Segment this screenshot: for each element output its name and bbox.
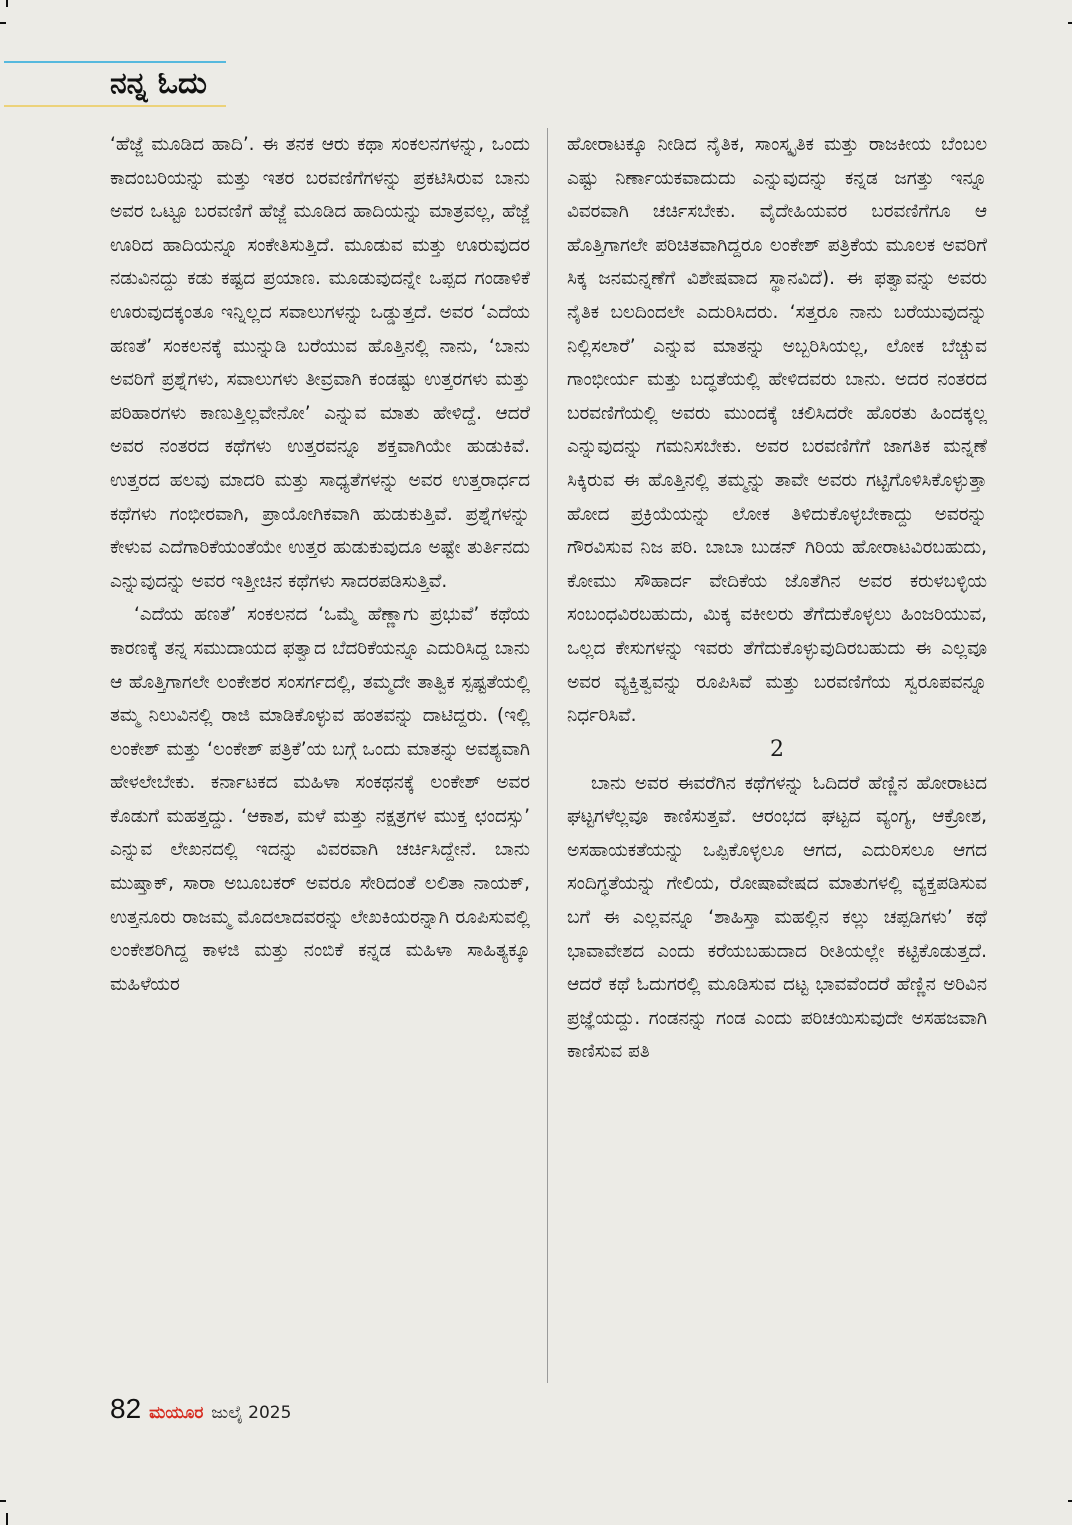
body-paragraph: ‘ಹೆಜ್ಜೆ ಮೂಡಿದ ಹಾದಿ’. ಈ ತನಕ ಆರು ಕಥಾ ಸಂಕಲನಗಳನ್ನು, ಒಂದು ಕಾದಂಬರಿಯನ್ನು ಮತ್ತು ಇತರ ಬರವಣಿಗೆಗಳನ್ನು ಪ್ರಕಟಿಸಿರುವ ಬಾನು ಅವರ ಒಟ್ಟೂ ಬರವಣಿಗೆ ಹೆಜ್ಜೆ ಮೂಡಿದ ಹಾದಿಯನ್ನು ಮಾತ್ರವಲ್ಲ, ಹೆಜ್ಜೆ ಊರಿದ ಹಾದಿಯನ್ನೂ ಸಂಕೇತಿಸುತ್ತಿದೆ. ಮೂಡುವ ಮತ್ತು ಊರುವುದರ ನಡುವಿನದ್ದು ಕಡು ಕಷ್ಟದ ಪ್ರಯಾಣ. ಮೂಡುವುದನ್ನೇ ಒಪ್ಪದ ಗಂಡಾಳಿಕೆ ಊರುವುದಕ್ಕಂತೂ ಇನ್ನಿಲ್ಲದ ಸವಾಲುಗಳನ್ನು ಒಡ್ಡುತ್ತದೆ. ಅವರ ‘ಎದೆಯ ಹಣತೆ’ ಸಂಕಲನಕ್ಕೆ ಮುನ್ನುಡಿ ಬರೆಯುವ ಹೊತ್ತಿನಲ್ಲಿ ನಾನು, ‘ಬಾನು ಅವರಿಗೆ ಪ್ರಶ್ನೆಗಳು, ಸವಾಲುಗಳು ತೀವ್ರವಾಗಿ ಕಂಡಷ್ಟು ಉತ್ತರಗಳು ಮತ್ತು ಪರಿಹಾರಗಳು ಕಾಣುತ್ತಿಲ್ಲವೇನೋ’ ಎನ್ನುವ ಮಾತು ಹೇಳಿದ್ದೆ. ಆದರೆ ಅವರ ನಂತರದ ಕಥೆಗಳು ಉತ್ತರವನ್ನೂ ಶಕ್ತವಾಗಿಯೇ ಹುಡುಕಿವೆ. ಉತ್ತರದ ಹಲವು ಮಾದರಿ ಮತ್ತು ಸಾಧ್ಯತೆಗಳನ್ನು ಅವರ ಉತ್ತರಾರ್ಧದ ಕಥೆಗಳು ಗಂಭೀರವಾಗಿ, ಪ್ರಾಯೋಗಿಕವಾಗಿ ಹುಡುಕುತ್ತಿವೆ. ಪ್ರಶ್ನೆಗಳನ್ನು ಕೇಳುವ ಎದೆಗಾರಿಕೆಯಂತೆಯೇ ಉತ್ತರ ಹುಡುಕುವುದೂ ಅಷ್ಟೇ ತುರ್ತಿನದು ಎನ್ನುವುದನ್ನು ಅವರ ಇತ್ತೀಚಿನ ಕಥೆಗಳು ಸಾದರಪಡಿಸುತ್ತಿವೆ. bbox=[110, 134, 530, 592]
page-footer bbox=[110, 1393, 291, 1425]
right-column bbox=[567, 128, 987, 1069]
crop-mark bbox=[0, 1500, 6, 1502]
body-paragraph: ಬಾನು ಅವರ ಈವರೆಗಿನ ಕಥೆಗಳನ್ನು ಓದಿದರೆ ಹೆಣ್ಣಿನ ಹೋರಾಟದ ಘಟ್ಟಗಳೆಲ್ಲವೂ ಕಾಣಿಸುತ್ತವೆ. ಆರಂಭದ ಘಟ್ಟದ ವ್ಯಂಗ್ಯ, ಆಕ್ರೋಶ, ಅಸಹಾಯಕತೆಯನ್ನು ಒಪ್ಪಿಕೊಳ್ಳಲೂ ಆಗದ, ಎದುರಿಸಲೂ ಆಗದ ಸಂದಿಗ್ಧತೆಯನ್ನು ಗೇಲಿಯ, ರೋಷಾವೇಷದ ಮಾತುಗಳಲ್ಲಿ ವ್ಯಕ್ತಪಡಿಸುವ ಬಗೆ ಈ ಎಲ್ಲವನ್ನೂ ‘ಶಾಹಿಸ್ತಾ ಮಹಲ್ಲಿನ ಕಲ್ಲು ಚಪ್ಪಡಿಗಳು’ ಕಥೆ ಭಾವಾವೇಶದ ಎಂದು ಕರೆಯಬಹುದಾದ ರೀತಿಯಲ್ಲೇ ಕಟ್ಟಿಕೊಡುತ್ತದೆ. ಆದರೆ ಕಥೆ ಓದುಗರಲ್ಲಿ ಮೂಡಿಸುವ ದಟ್ಟ ಭಾವವೆಂದರೆ ಹೆಣ್ಣಿನ ಅರಿವಿನ ಪ್ರಜ್ಞೆಯದ್ದು. ಗಂಡನನ್ನು ಗಂಡ ಎಂದು ಪರಿಚಯಿಸುವುದೇ ಅಸಹಜವಾಗಿ ಕಾಣಿಸುವ ಪತಿ bbox=[567, 772, 987, 1063]
crop-mark bbox=[0, 22, 6, 24]
header-rule-top bbox=[4, 61, 226, 63]
section-number: 2 bbox=[770, 736, 784, 762]
crop-mark bbox=[6, 0, 8, 7]
page-number: 82 bbox=[110, 1393, 142, 1424]
column-divider bbox=[547, 128, 548, 1383]
left-column bbox=[110, 128, 530, 1001]
issue-date: ಜುಲೈ 2025 bbox=[211, 1403, 292, 1423]
body-paragraph: ಹೋರಾಟಕ್ಕೂ ನೀಡಿದ ನೈತಿಕ, ಸಾಂಸ್ಕೃತಿಕ ಮತ್ತು ರಾಜಕೀಯ ಬೆಂಬಲ ಎಷ್ಟು ನಿರ್ಣಾಯಕವಾದುದು ಎನ್ನುವುದನ್ನು ಕನ್ನಡ ಜಗತ್ತು ಇನ್ನೂ ವಿವರವಾಗಿ ಚರ್ಚಿಸಬೇಕು. ವೈದೇಹಿಯವರ ಬರವಣಿಗೆಗೂ ಆ ಹೊತ್ತಿಗಾಗಲೇ ಪರಿಚಿತವಾಗಿದ್ದರೂ ಲಂಕೇಶ್ ಪತ್ರಿಕೆಯ ಮೂಲಕ ಅವರಿಗೆ ಸಿಕ್ಕ ಜನಮನ್ನಣೆಗೆ ವಿಶೇಷವಾದ ಸ್ಥಾನವಿದೆ). ಈ ಫತ್ವಾವನ್ನು ಅವರು ನೈತಿಕ ಬಲದಿಂದಲೇ ಎದುರಿಸಿದರು. ‘ಸತ್ತರೂ ನಾನು ಬರೆಯುವುದನ್ನು ನಿಲ್ಲಿಸಲಾರೆ’ ಎನ್ನುವ ಮಾತನ್ನು ಅಬ್ಬರಿಸಿಯಲ್ಲ, ಲೋಕ ಬೆಚ್ಚುವ ಗಾಂಭೀರ್ಯ ಮತ್ತು ಬದ್ಧತೆಯಲ್ಲಿ ಹೇಳಿದವರು ಬಾನು. ಅದರ ನಂತರದ ಬರವಣಿಗೆಯಲ್ಲಿ ಅವರು ಮುಂದಕ್ಕೆ ಚಲಿಸಿದರೇ ಹೊರತು ಹಿಂದಕ್ಕಲ್ಲ ಎನ್ನುವುದನ್ನು ಗಮನಿಸಬೇಕು. ಅವರ ಬರವಣಿಗೆಗೆ ಜಾಗತಿಕ ಮನ್ನಣೆ ಸಿಕ್ಕಿರುವ ಈ ಹೊತ್ತಿನಲ್ಲಿ ತಮ್ಮನ್ನು ತಾವೇ ಅವರು ಗಟ್ಟಿಗೊಳಿಸಿಕೊಳ್ಳುತ್ತಾ ಹೋದ ಪ್ರಕ್ರಿಯೆಯನ್ನು ಲೋಕ ತಿಳಿದುಕೊಳ್ಳಬೇಕಾದ್ದು ಅವರನ್ನು ಗೌರವಿಸುವ ನಿಜ ಪರಿ. ಬಾಬಾ ಬುಡನ್ ಗಿರಿಯ ಹೋರಾಟವಿರಬಹುದು, ಕೋಮು ಸೌಹಾರ್ದ ವೇದಿಕೆಯ ಜೊತೆಗಿನ ಅವರ ಕರುಳಬಳ್ಳಿಯ ಸಂಬಂಧವಿರಬಹುದು, ಮಿಕ್ಕ ವಕೀಲರು ತೆಗೆದುಕೊಳ್ಳಲು ಹಿಂಜರಿಯುವ, ಒಲ್ಲದ ಕೇಸುಗಳನ್ನು ಇವರು ತೆಗೆದುಕೊಳ್ಳುವುದಿರಬಹುದು ಈ ಎಲ್ಲವೂ ಅವರ ವ್ಯಕ್ತಿತ್ವವನ್ನು ರೂಪಿಸಿವೆ ಮತ್ತು ಬರವಣಿಗೆಯ ಸ್ವರೂಪವನ್ನೂ ನಿರ್ಧರಿಸಿವೆ. bbox=[567, 134, 987, 727]
magazine-logo: ಮಯೂರ bbox=[149, 1403, 204, 1423]
header-rule-bottom bbox=[4, 105, 226, 107]
crop-mark bbox=[1068, 1500, 1072, 1502]
crop-mark bbox=[6, 1513, 8, 1525]
section-title: ನನ್ನ ಓದು bbox=[110, 66, 207, 101]
crop-mark bbox=[1068, 22, 1072, 24]
body-paragraph: ‘ಎದೆಯ ಹಣತೆ’ ಸಂಕಲನದ ‘ಒಮ್ಮೆ ಹೆಣ್ಣಾಗು ಪ್ರಭುವೆ’ ಕಥೆಯ ಕಾರಣಕ್ಕೆ ತನ್ನ ಸಮುದಾಯದ ಫತ್ವಾದ ಬೆದರಿಕೆಯನ್ನೂ ಎದುರಿಸಿದ್ದ ಬಾನು ಆ ಹೊತ್ತಿಗಾಗಲೇ ಲಂಕೇಶರ ಸಂಸರ್ಗದಲ್ಲಿ, ತಮ್ಮದೇ ತಾತ್ವಿಕ ಸ್ಪಷ್ಟತೆಯಲ್ಲಿ ತಮ್ಮ ನಿಲುವಿನಲ್ಲಿ ರಾಜಿ ಮಾಡಿಕೊಳ್ಳುವ ಹಂತವನ್ನು ದಾಟಿದ್ದರು. (ಇಲ್ಲಿ ಲಂಕೇಶ್ ಮತ್ತು ‘ಲಂಕೇಶ್ ಪತ್ರಿಕೆ’ಯ ಬಗ್ಗೆ ಒಂದು ಮಾತನ್ನು ಅವಶ್ಯವಾಗಿ ಹೇಳಲೇಬೇಕು. ಕರ್ನಾಟಕದ ಮಹಿಳಾ ಸಂಕಥನಕ್ಕೆ ಲಂಕೇಶ್ ಅವರ ಕೊಡುಗೆ ಮಹತ್ತದ್ದು. ‘ಆಕಾಶ, ಮಳೆ ಮತ್ತು ನಕ್ಷತ್ರಗಳ ಮುಕ್ತ ಛಂದಸ್ಸು’ ಎನ್ನುವ ಲೇಖನದಲ್ಲಿ ಇದನ್ನು ವಿವರವಾಗಿ ಚರ್ಚಿಸಿದ್ದೇನೆ. ಬಾನು ಮುಷ್ತಾಕ್, ಸಾರಾ ಅಬೂಬಕರ್ ಅವರೂ ಸೇರಿದಂತೆ ಲಲಿತಾ ನಾಯಕ್, ಉತ್ತನೂರು ರಾಜಮ್ಮ ಮೊದಲಾದವರನ್ನು ಲೇಖಕಿಯರನ್ನಾಗಿ ರೂಪಿಸುವಲ್ಲಿ ಲಂಕೇಶರಿಗಿದ್ದ ಕಾಳಜಿ ಮತ್ತು ನಂಬಿಕೆ ಕನ್ನಡ ಮಹಿಳಾ ಸಾಹಿತ್ಯಕ್ಕೂ ಮಹಿಳೆಯರ bbox=[110, 604, 530, 995]
